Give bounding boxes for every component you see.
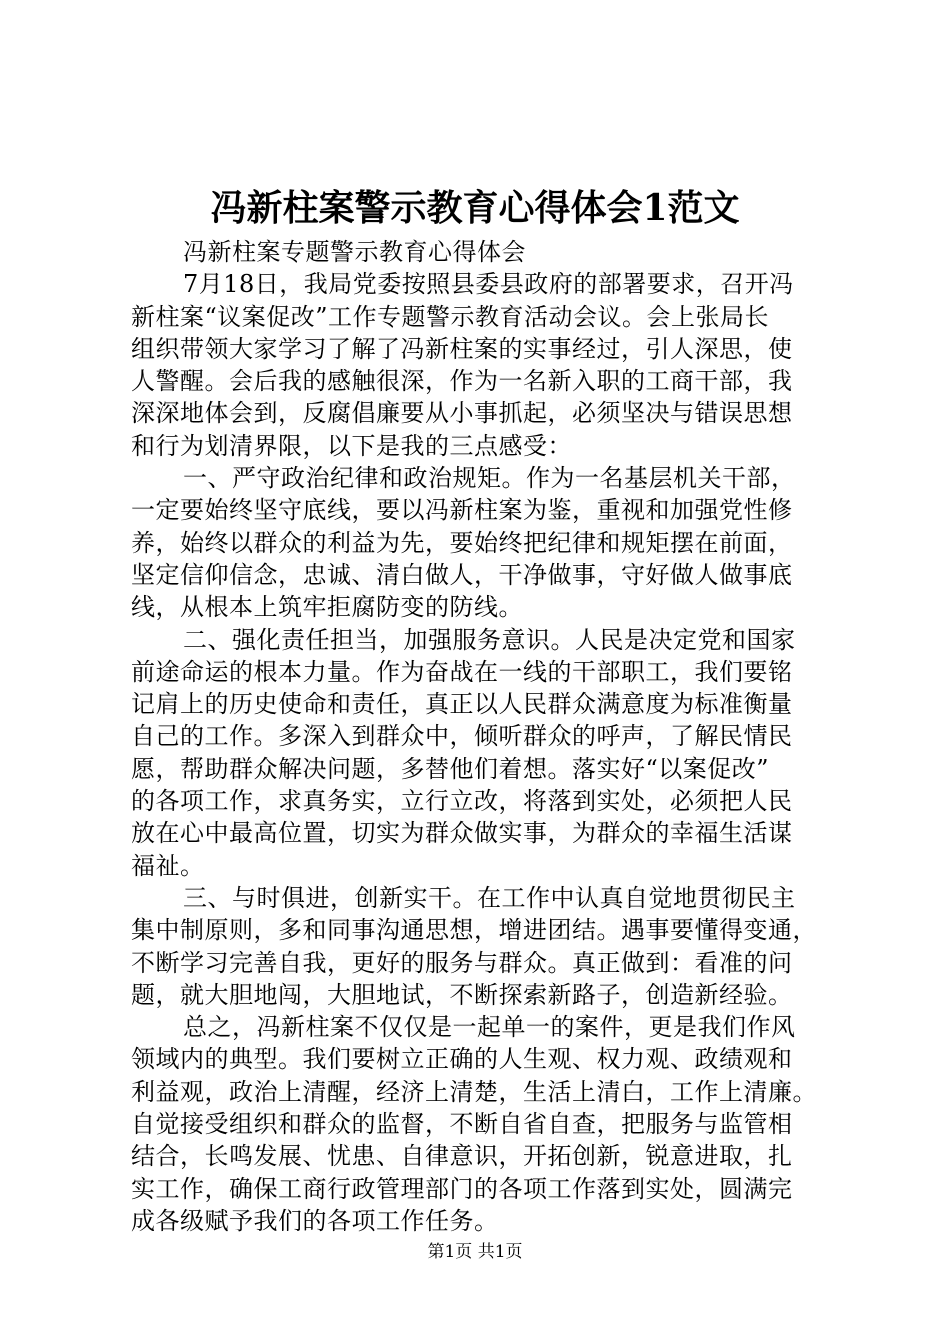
paragraph-line: 集中制原则，多和同事沟通思想，增进团结。遇事要懂得变通， [131, 916, 817, 945]
paragraph-line: 总之，冯新柱案不仅仅是一起单一的案件，更是我们作风 [183, 1013, 796, 1042]
paragraph-line: 7月18日，我局党委按照县委县政府的部署要求，召开冯 [183, 270, 794, 299]
document-title: 冯新柱案警示教育心得体会1范文 [210, 187, 740, 229]
paragraph-line: 的各项工作，求真务实，立行立改，将落到实处，必须把人民 [131, 787, 793, 816]
paragraph-line: 福祉。 [131, 851, 205, 880]
paragraph-line: 深深地体会到，反腐倡廉要从小事抓起，必须坚决与错误思想 [131, 399, 793, 428]
paragraph-line: 实工作，确保工商行政管理部门的各项工作落到实处，圆满完 [131, 1174, 793, 1203]
paragraph-line: 题，就大胆地闯，大胆地试，不断探索新路子，创造新经验。 [131, 980, 793, 1009]
paragraph-line: 记肩上的历史使命和责任，真正以人民群众满意度为标准衡量 [131, 690, 793, 719]
paragraph-line: 领域内的典型。我们要树立正确的人生观、权力观、政绩观和 [131, 1045, 793, 1074]
paragraph-line: 前途命运的根本力量。作为奋战在一线的干部职工，我们要铭 [131, 657, 793, 686]
paragraph-line: 二、强化责任担当，加强服务意识。人民是决定党和国家 [183, 625, 796, 654]
paragraph-line: 人警醒。会后我的感触很深，作为一名新入职的工商干部，我 [131, 367, 793, 396]
paragraph-line: 自己的工作。多深入到群众中，倾听群众的呼声，了解民情民 [131, 722, 793, 751]
paragraph-line: 结合，长鸣发展、忧患、自律意识，开拓创新，锐意进取，扎 [131, 1142, 793, 1171]
paragraph-line: 一、严守政治纪律和政治规矩。作为一名基层机关干部， [183, 464, 796, 493]
paragraph-line: 不断学习完善自我，更好的服务与群众。真正做到：看准的问 [131, 948, 793, 977]
document-body [131, 236, 851, 1237]
paragraph-line: 线，从根本上筑牢拒腐防变的防线。 [131, 593, 523, 622]
paragraph-line: 养，始终以群众的利益为先，要始终把纪律和规矩摆在前面， [131, 528, 793, 557]
paragraph-line: 成各级赋予我们的各项工作任务。 [131, 1206, 499, 1235]
paragraph-line: 愿，帮助群众解决问题，多替他们着想。落实好“以案促改” [131, 754, 770, 783]
paragraph-line: 三、与时俱进，创新实干。在工作中认真自觉地贯彻民主 [183, 883, 796, 912]
page-footer: 第1页 共1页 [427, 1242, 523, 1262]
paragraph-line: 一定要始终坚守底线，要以冯新柱案为鉴，重视和加强党性修 [131, 496, 793, 525]
paragraph-line: 自觉接受组织和群众的监督，不断自省自查，把服务与监管相 [131, 1110, 793, 1139]
paragraph-line: 组织带领大家学习了解了冯新柱案的实事经过，引人深思，使 [131, 334, 793, 363]
paragraph-line: 新柱案“议案促改”工作专题警示教育活动会议。会上张局长 [131, 302, 770, 331]
paragraph-line: 坚定信仰信念，忠诚、清白做人，干净做事，守好做人做事底 [131, 560, 793, 589]
paragraph-line: 利益观，政治上清醒，经济上清楚，生活上清白，工作上清廉。 [131, 1077, 817, 1106]
paragraph-line: 放在心中最高位置，切实为群众做实事，为群众的幸福生活谋 [131, 819, 793, 848]
paragraph-line: 和行为划清界限，以下是我的三点感受： [131, 431, 572, 460]
subtitle-line: 冯新柱案专题警示教育心得体会 [183, 238, 526, 266]
